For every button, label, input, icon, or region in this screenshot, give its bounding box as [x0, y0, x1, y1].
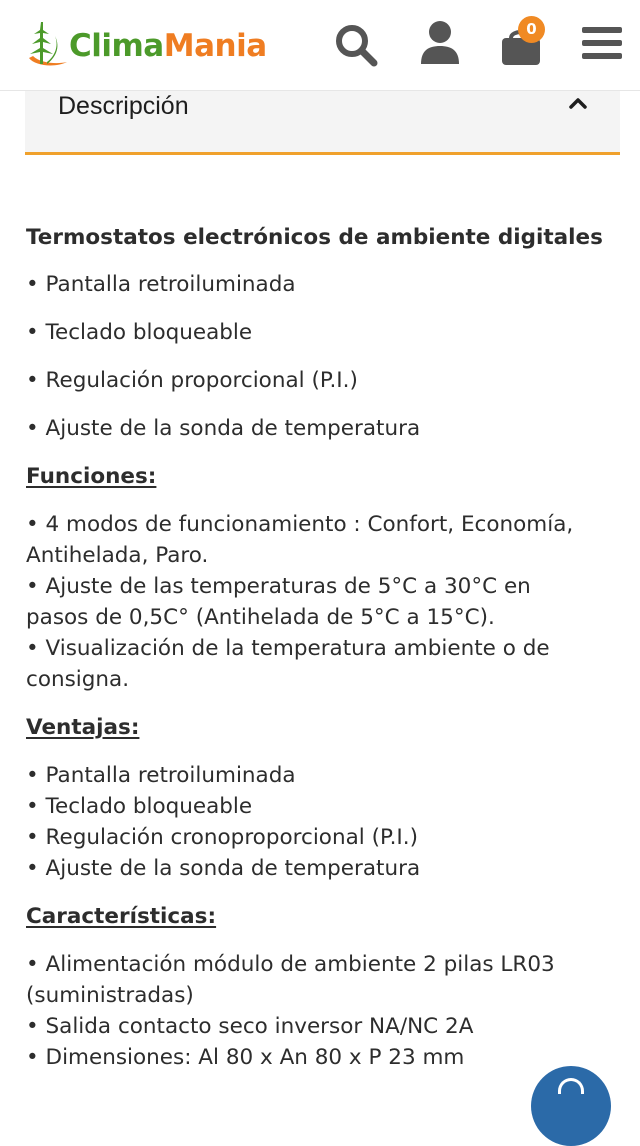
- description-title: Termostatos electrónicos de ambiente digitales: [26, 225, 603, 250]
- list-item: • Pantalla retroiluminada: [26, 272, 296, 297]
- list-line: • 4 modos de funcionamiento : Confort, Economía,: [26, 512, 574, 537]
- search-icon[interactable]: [333, 22, 379, 68]
- site-header: [0, 0, 640, 91]
- list-line: • Ajuste de las temperaturas de 5°C a 30°C en: [26, 574, 531, 599]
- chevron-up-icon[interactable]: [569, 97, 587, 109]
- list-line: (suministradas): [26, 983, 194, 1008]
- list-line: • Regulación cronoproporcional (P.I.): [26, 825, 418, 850]
- section-heading-funciones: Funciones:: [26, 464, 157, 489]
- accordion-title: Descripción: [58, 92, 189, 120]
- list-line: pasos de 0,5C° (Antihelada de 5°C a 15°C).: [26, 605, 495, 630]
- logo-text: [69, 28, 267, 64]
- list-line: • Salida contacto seco inversor NA/NC 2A: [26, 1014, 474, 1039]
- tree-logo-icon: [25, 18, 69, 70]
- chat-icon: [558, 1078, 584, 1094]
- caracteristicas-list: [26, 949, 626, 1073]
- list-line: • Dimensiones: Al 80 x An 80 x P 23 mm: [26, 1045, 465, 1070]
- list-line: • Alimentación módulo de ambiente 2 pilas LR03: [26, 952, 555, 977]
- list-line: Antihelada, Paro.: [26, 543, 209, 568]
- user-icon[interactable]: [419, 20, 461, 66]
- list-line: • Ajuste de la sonda de temperatura: [26, 856, 421, 881]
- section-heading-ventajas: Ventajas:: [26, 715, 140, 740]
- logo-text-mania: Mania: [163, 28, 267, 64]
- list-line: • Teclado bloqueable: [26, 794, 253, 819]
- logo[interactable]: [25, 18, 267, 70]
- description-content: [26, 222, 626, 1090]
- section-heading-caracteristicas: Características:: [26, 904, 217, 929]
- chat-button[interactable]: [531, 1066, 611, 1146]
- list-line: • Pantalla retroiluminada: [26, 763, 296, 788]
- cart-count-badge: 0: [518, 16, 545, 43]
- funciones-list: [26, 509, 626, 695]
- logo-text-clima: Clima: [69, 28, 164, 64]
- description-accordion[interactable]: [25, 91, 620, 155]
- list-item: • Regulación proporcional (P.I.): [26, 368, 358, 393]
- menu-icon[interactable]: [582, 26, 622, 60]
- list-line: consigna.: [26, 667, 130, 692]
- list-item: • Teclado bloqueable: [26, 320, 253, 345]
- ventajas-list: [26, 760, 626, 884]
- list-item: • Ajuste de la sonda de temperatura: [26, 416, 421, 441]
- list-line: • Visualización de la temperatura ambiente o de: [26, 636, 550, 661]
